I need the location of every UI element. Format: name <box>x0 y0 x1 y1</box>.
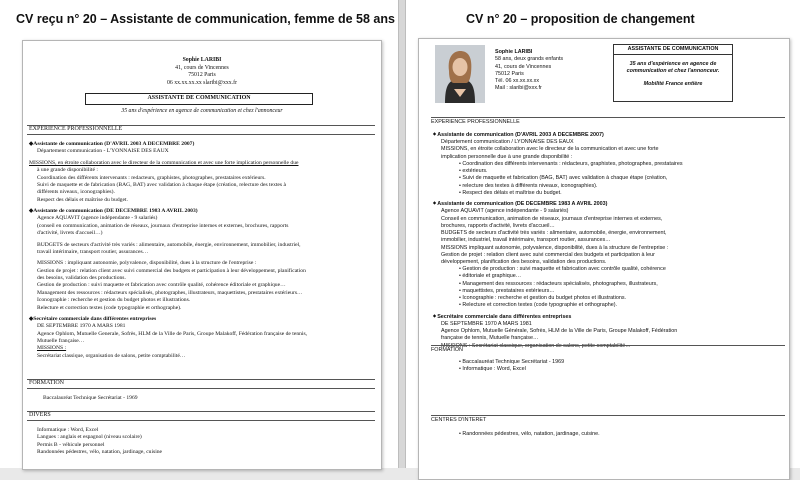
formation-line: • Informatique : Word, Excel <box>433 366 783 373</box>
proposal-cv-pane <box>406 0 800 468</box>
missions-bullet: • Suivi de maquette et fabrication (BAG, BAT) avec validation à chaque étape (création, <box>433 175 783 182</box>
formation-block <box>433 359 783 373</box>
missions-line: MISSIONS : Secrétariat classique, organisation de salons, petite comptabilité… <box>441 342 631 349</box>
original-cv-page <box>22 40 382 470</box>
formation-line: Baccalauréat Technique Secrétariat - 1969 <box>43 395 138 401</box>
budget-line: BUDGETS de secteurs d'activité très variés : alimentaire, automobile, énergie, environnement, immobilier, industriel, <box>37 241 301 248</box>
city-line: 75012 Paris <box>188 72 216 79</box>
missions-bullet: • Coordination des différents intervenants : rédacteurs, graphistes, photographes, prestataires <box>433 161 783 168</box>
job-entry-line: brochures, rapports d'activité, livrets d'accueil… <box>441 222 555 229</box>
missions-line: à une grande disponibilité : <box>37 167 98 174</box>
phone-mail-line: 06 xx.xx.xx.xx slaribi@xxx.fr <box>166 79 238 86</box>
missions-line: Respect des délais et maîtrise du budget. <box>37 196 128 203</box>
missions-line: implication personnelle due à une grande disponibilité : <box>441 153 573 160</box>
missions-line: Gestion de projet : relation client avec suivi commercial des budgets et participation à leur <box>441 251 655 258</box>
phone-line: Tél. 06 xx.xx.xx.xx <box>495 78 540 85</box>
missions-bullet: • Gestion de production : suivi maquette et fabrication avec contrôle qualité, cohérence <box>433 266 783 273</box>
missions-line: MISSIONS, en étroite collaboration avec le directeur de la communication et avec une forte implication personnelle due <box>29 159 299 166</box>
candidate-name: Sophie LARIBI <box>495 49 533 55</box>
missions-line: Iconographie : recherche et gestion du budget photos et illustrations. <box>37 297 191 304</box>
formation-line: • Baccalauréat Technique Secrétariat - 1969 <box>433 359 783 366</box>
job-entry-line: d'activité, livrets d'accueil…) <box>37 230 103 237</box>
job-entry-line: Agence Ophlom, Mutuelle Générale, Sofrès, HLM de la Ville de Paris, Groupe Malakoff, Fédération <box>441 328 678 335</box>
right-heading: CV n° 20 – proposition de changement <box>466 12 695 26</box>
missions-line: Management des ressources : rédacteurs spécialisés, photographes, illustrateurs, maquettistes, prestataires extérieurs… <box>37 289 303 296</box>
contact-block <box>495 49 563 93</box>
job-entry-title: ◆ Assistante de communication (D'AVRIL 2003 A DECEMBRE 2007) <box>433 131 783 139</box>
missions-line: Gestion de projet : relation client avec suivi commercial des budgets et participation à leur développement, planification <box>37 267 306 274</box>
job-entry-line: Département communication / LYONNAISE DES EAUX <box>441 139 574 146</box>
job-subtitle: 35 ans d'expérience en agence de communication et chez l'annonceur. <box>626 61 720 75</box>
job-entry-title: ◆Assistante de communication (DE DECEMBRE 1983 A AVRIL 2003) <box>29 208 198 214</box>
missions-bullet: • Relecture et correction textes (code typographie et orthographe). <box>433 302 783 309</box>
divers-line: Permis B - véhicule personnel <box>37 441 105 448</box>
missions-bullet-cont: • extérieurs. <box>433 168 783 175</box>
formation-block <box>29 395 369 402</box>
job-entry-line: (conseil en communication, animation de réseaux, journaux d'entreprise internes et externes, brochures, rapports <box>37 222 289 229</box>
missions-line: Relecture et correction textes (code typographie et orthographe). <box>37 304 182 311</box>
job-entry-line: Agence AQUAVIT (agence indépendante - 9 salariés) <box>37 215 158 222</box>
missions-bullet: • Iconographie : recherche et gestion du budget photos et illustrations. <box>433 295 783 302</box>
job-entry-title: ◆Assistante de communication (D'AVRIL 2003 A DECEMBRE 2007) <box>29 141 195 147</box>
original-cv-pane <box>0 0 398 468</box>
section-experience: EXPERIENCE PROFESSIONNELLE <box>431 117 785 126</box>
job-entry-line: Agence Ophlom, Mutuelle Generale, Sofrès, HLM de la Ville de Paris, Groupe Malakoff, Fédération française de tennis, <box>37 330 308 337</box>
missions-line: des besoins, validation des productions. <box>37 275 126 281</box>
proposal-cv-page <box>418 38 790 480</box>
divers-line: Langues : anglais et espagnol (niveau scolaire) <box>37 434 142 441</box>
missions-bullet-cont: • maquettistes, prestataires extérieurs… <box>433 288 783 295</box>
address-line: 41, cours de Vincennes <box>495 63 552 70</box>
divers-block <box>29 427 369 457</box>
missions-bullet-cont: • relecture des textes à différents niveaux, iconographies). <box>433 183 783 190</box>
missions-bullet: • Management des ressources : rédacteurs spécialisés, photographes, illustrateurs, <box>433 281 783 288</box>
job-entry-title: ◆Secrétaire commerciale dans différentes entreprises <box>29 315 157 322</box>
section-interets: CENTRES D'INTERET <box>431 415 785 424</box>
age-line: 58 ans, deux grands enfants <box>495 56 564 63</box>
city-line: 75012 Paris <box>495 70 524 77</box>
job-entry-line: française de tennis, Mutuelle française… <box>441 335 539 342</box>
budget-line: immobilier, industriel, travail intérimaire, transport routier, assurances… <box>441 237 611 244</box>
address-line: 41, cours de Vincennes <box>175 64 229 71</box>
missions-line: Coordination des différents intervenants : redacteurs, graphistes, photographes, prestataires extérieurs. <box>37 174 266 181</box>
job-entry-title: ◆ Secrétaire commerciale dans différentes entreprises <box>433 313 783 321</box>
missions-line: MISSIONS : <box>37 345 67 352</box>
job-subtitle: 35 ans d'expérience en agence de communication et chez l'annonceur <box>121 108 283 114</box>
mobility-text: Mobilité France entière <box>643 81 703 88</box>
job-entry-line: Conseil en communication, animation de réseaux, journaux d'entreprise internes et externes, <box>441 215 663 222</box>
experience-block <box>29 141 369 360</box>
budget-line: travail intérimaire, transport routier, assurances… <box>37 248 149 255</box>
section-experience: EXPERIENCE PROFESSIONNELLE <box>27 125 375 135</box>
missions-line: Secrétariat classique, organisation de salons, petite comptabilité… <box>37 352 186 359</box>
candidate-photo <box>435 45 485 103</box>
divers-line: Informatique : Word, Excel <box>37 427 99 433</box>
missions-line: développement, planification des besoins, validation des productions. <box>441 258 607 265</box>
missions-line: Suivi de maquette et de fabrication (BAG, BAT) avec validation à chaque étape (création, relecture des textes à <box>37 181 286 188</box>
divers-line: Randonnées pédestres, vélo, natation, jardinage, cuisine <box>37 449 163 456</box>
missions-line: MISSIONS impliquant autonomie, polyvalence, disponibilité, dues à la structure de l'entreprise : <box>441 244 669 251</box>
missions-bullet: • Respect des délais et maîtrise du budget. <box>433 190 783 197</box>
job-entry-line: Mutuelle française… <box>37 338 85 344</box>
job-entry-line: DE SEPTEMBRE 1970 A MARS 1981 <box>37 323 126 330</box>
job-title-box: ASSISTANTE DE COMMUNICATION <box>85 93 313 105</box>
section-formation: FORMATION <box>431 345 785 354</box>
pane-divider <box>398 0 406 468</box>
candidate-name: Sophie LARIBI <box>182 57 222 63</box>
job-entry-line: Département communication - L'YONNAISE DES EAUX <box>37 148 169 155</box>
interets-line: • Randonnées pédestres, vélo, natation, jardinage, cuisine. <box>433 431 783 438</box>
left-heading: CV reçu n° 20 – Assistante de communication, femme de 58 ans <box>16 12 395 26</box>
missions-line: différents niveaux, iconographies). <box>37 189 115 196</box>
mail-line: Mail : slaribi@xxx.fr <box>495 85 542 92</box>
missions-line: Gestion de production : suivi maquette et fabrication avec contrôle qualité, cohérence éditoriale et graphique… <box>37 282 286 289</box>
missions-bullet-cont: • éditoriale et graphique… <box>433 273 783 280</box>
job-entry-line: DE SEPTEMBRE 1970 A MARS 1981 <box>441 320 532 327</box>
interets-block <box>433 431 783 438</box>
job-title-box <box>613 44 733 102</box>
section-formation: FORMATION <box>27 379 375 389</box>
experience-block <box>433 131 783 350</box>
job-entry-title: ◆ Assistante de communication (DE DECEMBRE 1983 A AVRIL 2003) <box>433 200 783 208</box>
job-title: ASSISTANTE DE COMMUNICATION <box>614 45 732 55</box>
job-entry-line: Agence AQUAVIT (agence indépendante - 9 salariés) <box>441 208 569 215</box>
missions-line: MISSIONS, en étroite collaboration avec le directeur de la communication et avec une forte <box>441 146 659 153</box>
missions-line: MISSIONS : impliquant autonomie, polyvalence, disponibilité, dues à la structure de l'entreprise : <box>37 260 257 267</box>
contact-block <box>23 57 381 87</box>
budget-line: BUDGETS de secteurs d'activité très variés : alimentaire, automobile, énergie, environnement, <box>441 230 667 237</box>
section-divers: DIVERS <box>27 411 375 421</box>
